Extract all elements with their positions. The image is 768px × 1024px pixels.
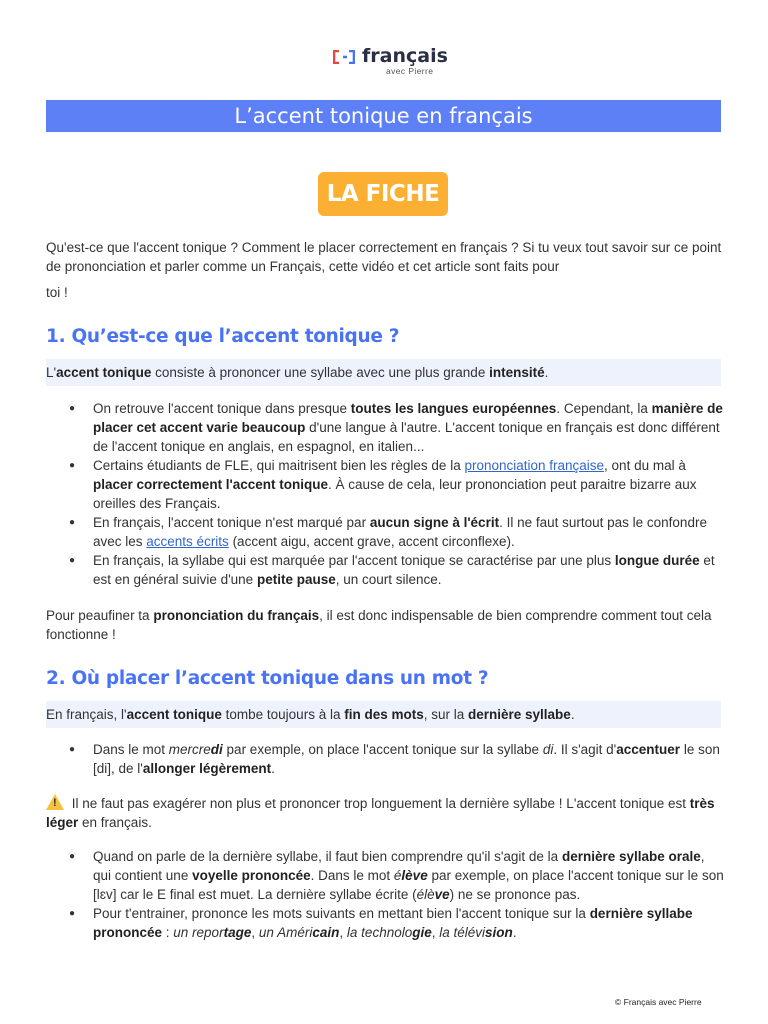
list-item: ● Certains étudiants de FLE, qui maitrisent bien les règles de la prononciation française, ont du mal à placer correctement l'accent tonique. À cause de cela, leur prononciation peut paraitre bizarre aux oreilles des Français. (66, 456, 726, 513)
brand-name: français (362, 45, 448, 67)
list-item: ● On retrouve l'accent tonique dans presque toutes les langues européennes. Cependant, la manière de placer cet accent varie beaucoup d'une langue à l'autre. L'accent tonique en français est donc différent de l'accent tonique en anglais, en espagnol, en italien... (66, 399, 726, 456)
fiche-badge: LA FICHE (318, 172, 448, 216)
list-item: ● Quand on parle de la dernière syllabe, il faut bien comprendre qu'il s'agit de la dernière syllabe orale, qui contient une voyelle prononcée. Dans le mot élève par exemple, on place l'accent tonique sur le son [lɛv] car le E final est muet. La dernière syllabe écrite (élève) ne se prononce pas. (66, 847, 726, 904)
warning-icon: ! (46, 794, 64, 810)
section-1-bullet-list (66, 399, 726, 589)
list-item: ● En français, la syllabe qui est marquée par l'accent tonique se caractérise par une plus longue durée et est en général suivie d'une petite pause, un court silence. (66, 551, 726, 589)
section-2-highlight-box: En français, l'accent tonique tombe toujours à la fin des mots, sur la dernière syllabe. (46, 701, 721, 728)
section-2-bullet-list-1 (66, 740, 726, 778)
section-2-bullet-list-2 (66, 847, 726, 942)
section-1-heading: 1. Qu’est-ce que l’accent tonique ? (46, 326, 400, 347)
brand-mark-icon (333, 50, 355, 64)
link-accents-ecrits[interactable]: accents écrits (146, 534, 229, 549)
list-item: ● Dans le mot mercredi par exemple, on place l'accent tonique sur la syllabe di. Il s'agit d'accentuer le son [di], de l'allonger légèrement. (66, 740, 726, 778)
section-1-highlight-box: L'accent tonique consiste à prononcer une syllabe avec une plus grande intensité. (46, 359, 721, 386)
intro-paragraph: Qu'est-ce que l'accent tonique ? Comment le placer correctement en français ? Si tu veux tout savoir sur ce point de prononciation et parler comme un Français, cette vidéo et cet article sont faits pour toi ! (46, 240, 722, 300)
list-item: ● Pour t'entrainer, prononce les mots suivants en mettant bien l'accent tonique sur la dernière syllabe prononcée : un reportage, un Américain, la technologie, la télévision. (66, 904, 726, 942)
section-2-heading: 2. Où placer l’accent tonique dans un mot ? (46, 668, 489, 689)
page-title: L’accent tonique en français (46, 100, 721, 132)
list-item: ● En français, l'accent tonique n'est marqué par aucun signe à l'écrit. Il ne faut surtout pas le confondre avec les accents écrits (accent aigu, accent grave, accent circonflexe). (66, 513, 726, 551)
section-1-outro: Pour peaufiner ta prononciation du français, il est donc indispensable de bien comprendre comment tout cela fonctionne ! (46, 608, 712, 642)
warning-paragraph: ! Il ne faut pas exagérer non plus et prononcer trop longuement la dernière syllabe ! L'accent tonique est très léger en français. (46, 796, 715, 830)
footer-copyright: © Français avec Pierre (615, 997, 702, 1007)
brand-subtitle: avec Pierre (386, 66, 434, 76)
link-prononciation-francaise[interactable]: prononciation française (464, 458, 605, 473)
